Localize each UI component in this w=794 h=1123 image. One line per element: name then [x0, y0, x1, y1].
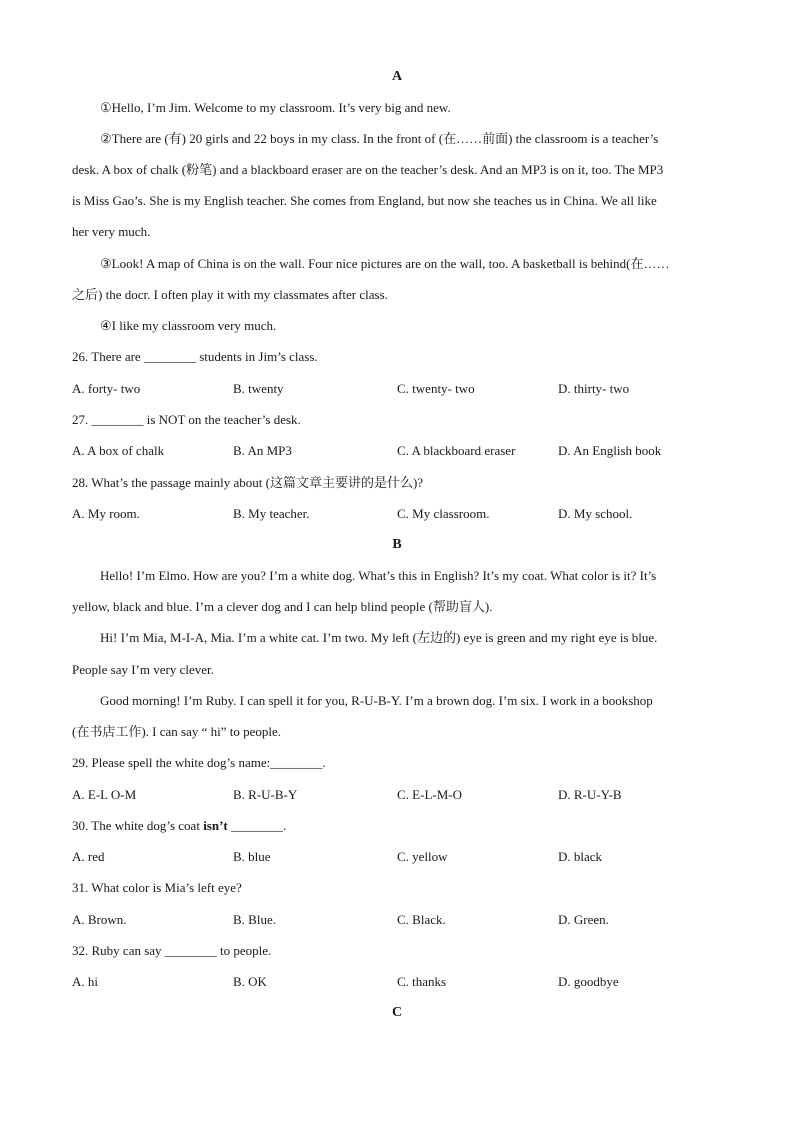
- question-26-stem: 26. There are ________ students in Jim’s class.: [72, 349, 318, 364]
- passage-a-paragraph-2-line-4: her very much.: [72, 224, 151, 239]
- passage-a-paragraph-3-line-1: ③Look! A map of China is on the wall. Four nice pictures are on the wall, too. A basketball is behind(在……: [100, 256, 670, 271]
- option-b: B. blue: [233, 849, 271, 864]
- option-a: A. red: [72, 849, 105, 864]
- passage-a-paragraph-1: ①Hello, I’m Jim. Welcome to my classroom. It’s very big and new.: [100, 100, 451, 115]
- option-a: A. A box of chalk: [72, 443, 165, 458]
- question-32-stem: 32. Ruby can say ________ to people.: [72, 943, 272, 958]
- passage-a-paragraph-2-line-1: ②There are (有) 20 girls and 22 boys in my class. In the front of (在……前面) the classroom is a teacher’s: [100, 131, 659, 146]
- question-31-options: [72, 912, 732, 928]
- option-c: C. twenty- two: [397, 381, 475, 396]
- section-a-title: A: [391, 69, 403, 84]
- option-d: D. thirty- two: [558, 381, 630, 396]
- section-c-title: C: [391, 1005, 403, 1020]
- question-32-options: [72, 974, 732, 990]
- question-30-stem-emphasis: isn’t: [203, 818, 228, 833]
- option-d: D. Green.: [558, 912, 609, 927]
- option-b: B. R-U-B-Y: [233, 787, 298, 802]
- passage-b-paragraph-3-line-1: Good morning! I’m Ruby. I can spell it for you, R-U-B-Y. I’m a brown dog. I’m six. I work in a bookshop: [100, 693, 653, 708]
- question-28-options: [72, 506, 732, 522]
- option-d: D. An English book: [558, 443, 662, 458]
- option-d: D. R-U-Y-B: [558, 787, 622, 802]
- passage-b-paragraph-1-line-2: yellow, black and blue. I’m a clever dog and I can help blind people (帮助盲人).: [72, 599, 493, 614]
- option-d: D. My school.: [558, 506, 633, 521]
- option-b: B. Blue.: [233, 912, 276, 927]
- passage-a-paragraph-2-line-2: desk. A box of chalk (粉笔) and a blackboard eraser are on the teacher’s desk. And an MP3 is on it, too. The MP3: [72, 162, 664, 177]
- option-a: A. My room.: [72, 506, 140, 521]
- option-b: B. My teacher.: [233, 506, 310, 521]
- option-a: A. Brown.: [72, 912, 127, 927]
- option-c: C. A blackboard eraser: [397, 443, 516, 458]
- option-c: C. thanks: [397, 974, 447, 989]
- option-c: C. Black.: [397, 912, 446, 927]
- question-30-stem-end: ________.: [227, 818, 287, 833]
- option-b: B. twenty: [233, 381, 284, 396]
- question-31-stem: 31. What color is Mia’s left eye?: [72, 880, 242, 895]
- question-26-options: [72, 381, 732, 397]
- option-c: C. yellow: [397, 849, 448, 864]
- passage-b-paragraph-1-line-1: Hello! I’m Elmo. How are you? I’m a white dog. What’s this in English? It’s my coat. What color is it? It’s: [100, 568, 657, 583]
- question-28-stem: 28. What’s the passage mainly about (这篇文章主要讲的是什么)?: [72, 475, 424, 490]
- question-29-options: [72, 787, 732, 803]
- option-d: D. goodbye: [558, 974, 619, 989]
- passage-b-paragraph-2-line-1: Hi! I’m Mia, M-I-A, Mia. I’m a white cat. I’m two. My left (左边的) eye is green and my right eye is blue.: [100, 630, 658, 645]
- passage-a-paragraph-3-line-2: 之后) the docr. I often play it with my classmates after class.: [72, 287, 388, 302]
- question-27-options: [72, 443, 732, 459]
- option-b: B. OK: [233, 974, 267, 989]
- option-c: C. My classroom.: [397, 506, 490, 521]
- option-a: A. hi: [72, 974, 98, 989]
- passage-b-paragraph-2-line-2: People say I’m very clever.: [72, 662, 214, 677]
- option-d: D. black: [558, 849, 603, 864]
- question-30-stem: [72, 818, 732, 834]
- question-30-stem-start: 30. The white dog’s coat: [72, 818, 204, 833]
- question-27-stem: 27. ________ is NOT on the teacher’s desk.: [72, 412, 301, 427]
- passage-a-paragraph-2-line-3: is Miss Gao’s. She is my English teacher. She comes from England, but now she teaches us in China. We all like: [72, 193, 657, 208]
- option-c: C. E-L-M-O: [397, 787, 462, 802]
- option-a: A. forty- two: [72, 381, 141, 396]
- question-30-options: [72, 849, 732, 865]
- passage-b-paragraph-3-line-2: (在书店工作). I can say “ hi” to people.: [72, 724, 282, 739]
- section-b-title: B: [392, 537, 402, 552]
- option-b: B. An MP3: [233, 443, 292, 458]
- question-29-stem: 29. Please spell the white dog’s name:________.: [72, 755, 326, 770]
- option-a: A. E-L O-M: [72, 787, 137, 802]
- passage-a-paragraph-4: ④I like my classroom very much.: [100, 318, 277, 333]
